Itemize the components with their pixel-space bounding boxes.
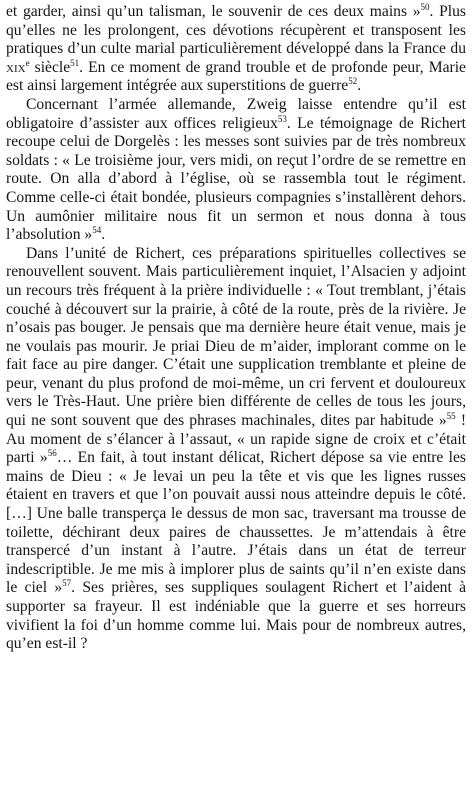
paragraph-2 <box>6 96 466 245</box>
text-run: ! Au moment de s’élancer à l’assaut, « un rapide signe de croix et c’était parti » <box>6 412 467 467</box>
text-run: . Plus qu’elles ne les prolongent, ces dévotions récupèrent et transposent les pratiques d’un culte marial particulièrement développé dans la France du <box>6 3 466 58</box>
footnote-ref: 54 <box>92 224 102 235</box>
text-run: Dans l’unité de Richert, ces préparations spirituelles collectives se renouvellent souvent. Mais particulièrement inquiet, l’Alsacien y adjoint un recours très fréquent à la prière individuelle : « Tout tremblant, j’étais couché à découvert sur la prairie, à côté de la route, près de la rivière. Je n’osais pas bouger. Je pensais que ma dernière heure était venue, mais je ne voulais pas mourir. Je priai Dieu de m’aider, implorant comme on le fait face au pire danger. C’était une supplication tremblante et pleine de peur, venant du plus profond de moi-même, un cri fervent et douloureux vers le Très-Haut. Une prière bien différente de celles de tous les jours, qui ne sont souvent que des phrases machinales, dites par habitude » <box>6 244 466 430</box>
footnote-ref: 50 <box>420 1 430 12</box>
text-run: . <box>357 77 362 95</box>
text-run: Concernant l’armée allemande, Zweig laisse entendre qu’il est obligatoire d’assister aux offices religieux <box>6 95 466 132</box>
footnote-ref: 51 <box>70 57 80 68</box>
text-run: . Le témoignage de Richert recoupe celui de Dorgelès : les messes sont suivies par de très nombreux soldats : « Le troisième jour, vers midi, on reçut l’ordre de se remettre en route. On alla d’abord à l’église, où se rassembla tout le régiment. Comme celle-ci était bondée, plusieurs compagnies s’installèrent dehors. Un aumônier militaire nous fit un sermon et nous donna à tous l’absolution » <box>6 114 466 244</box>
text-run: . <box>101 226 106 244</box>
footnote-ref: 53 <box>277 113 287 124</box>
footnote-ref: 56 <box>47 448 57 459</box>
century-numeral: xix <box>6 58 26 76</box>
footnote-ref: e <box>25 57 30 68</box>
footnote-ref: 57 <box>62 578 72 589</box>
text-run: . En ce moment de grand trouble et de profonde peur, Marie est ainsi largement intégrée aux superstitions de guerre <box>6 58 466 95</box>
footnote-ref: 52 <box>348 76 358 87</box>
paragraph-3 <box>6 245 466 654</box>
text-run: . Ses prières, ses suppliques soulagent Richert et l’aident à supporter sa frayeur. Il est indéniable que la guerre et ses horreurs vivifient la foi d’un homme comme lui. Mais pour de nombreux autres, qu’en est-il ? <box>6 579 467 653</box>
footnote-ref: 55 <box>446 410 456 421</box>
text-run: siècle <box>29 58 71 76</box>
text-run: et garder, ainsi qu’un talisman, le souvenir de ces deux mains » <box>6 3 421 20</box>
paragraph-1 <box>6 3 466 96</box>
text-run: … En fait, à tout instant délicat, Richert dépose sa vie entre les mains de Dieu : « Je levai un peu la tête et vis que les lignes russes étaient en travers et que l’on pouvait aussi nous atteindre depuis le côté. […] Une balle transperça le dessus de mon sac, traversant ma trousse de toilette, déchirant deux paires de chaussettes. Je m’attendais à être transpercé d’un instant à l’autre. J’étais dans un état de terreur indescriptible. Je me mis à implorer plus de saints qu’il n’en existe dans le ciel » <box>6 449 466 597</box>
